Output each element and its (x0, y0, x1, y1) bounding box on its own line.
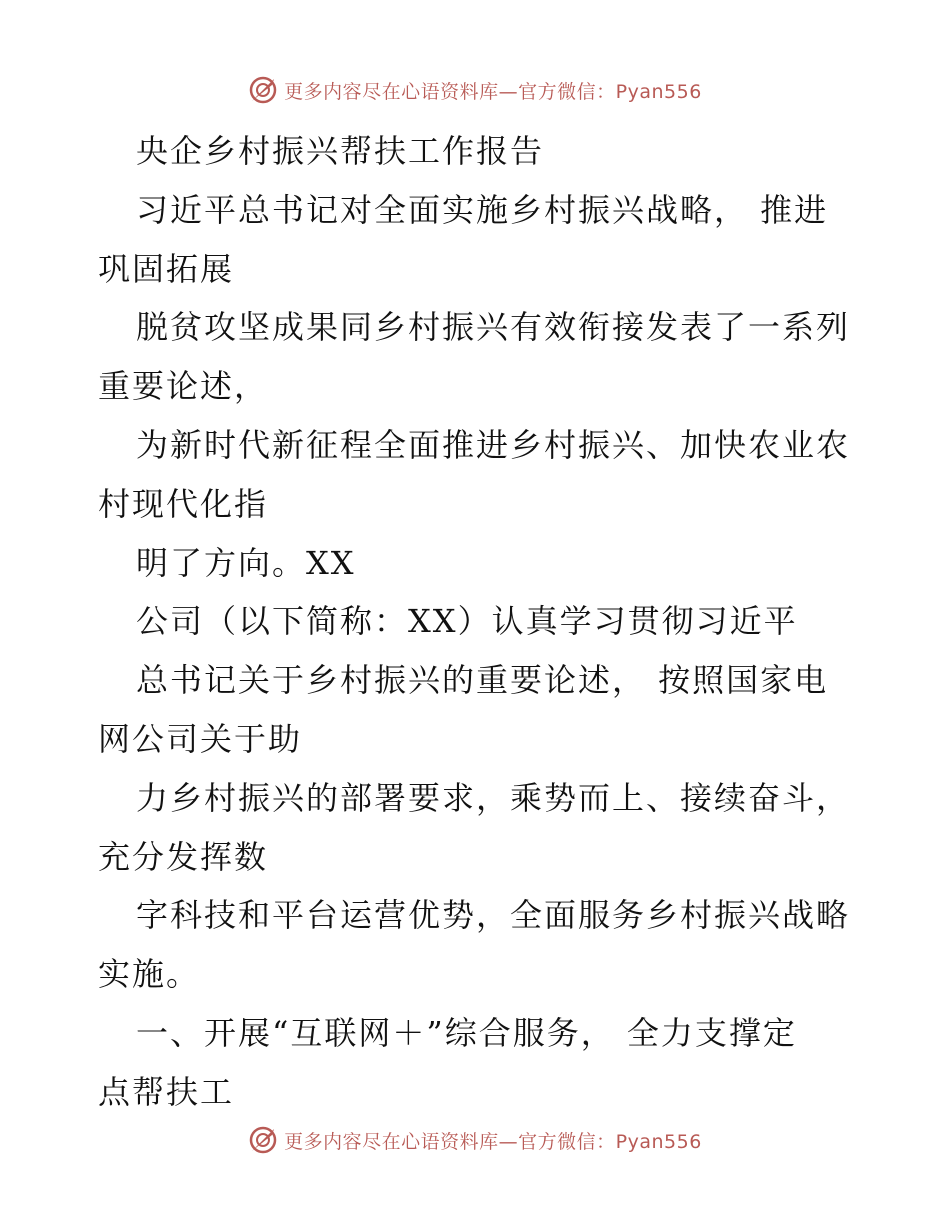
text-line: 习近平总书记对全面实施乡村振兴战略， 推进 (136, 190, 829, 229)
header-banner-text: 更多内容尽在心语资料库—官方微信：Pyan556 (284, 80, 702, 103)
footer-banner (0, 1120, 950, 1160)
quill-logo-icon (248, 1125, 278, 1155)
text-line: 明了方向。XX (136, 543, 356, 582)
text-line: 点帮扶工 (98, 1072, 235, 1111)
text-line: 充分发挥数 (98, 837, 269, 876)
footer-banner-text: 更多内容尽在心语资料库—官方微信：Pyan556 (284, 1130, 702, 1153)
text-line: 村现代化指 (98, 484, 269, 523)
text-line: 重要论述， (98, 367, 269, 406)
text-line: 字科技和平台运营优势，全面服务乡村振兴战略 (136, 896, 851, 935)
text-line: 一、开展“互联网＋”综合服务， 全力支撑定 (136, 1013, 797, 1052)
document-body (0, 122, 950, 1122)
text-line: 公司（以下简称：XX）认真学习贯彻习近平 (136, 602, 798, 641)
text-line: 网公司关于助 (98, 719, 303, 758)
quill-logo-icon (248, 75, 278, 105)
text-line: 央企乡村振兴帮扶工作报告 (136, 132, 545, 170)
text-line: 脱贫攻坚成果同乡村振兴有效衔接发表了一系列 (136, 308, 851, 347)
text-line: 为新时代新征程全面推进乡村振兴、加快农业农 (136, 425, 851, 464)
text-line: 实施。 (98, 955, 201, 994)
text-line: 总书记关于乡村振兴的重要论述， 按照国家电 (136, 661, 829, 700)
text-line: 巩固拓展 (98, 249, 235, 288)
header-banner (0, 70, 950, 110)
text-line: 力乡村振兴的部署要求，乘势而上、接续奋斗， (136, 778, 851, 817)
